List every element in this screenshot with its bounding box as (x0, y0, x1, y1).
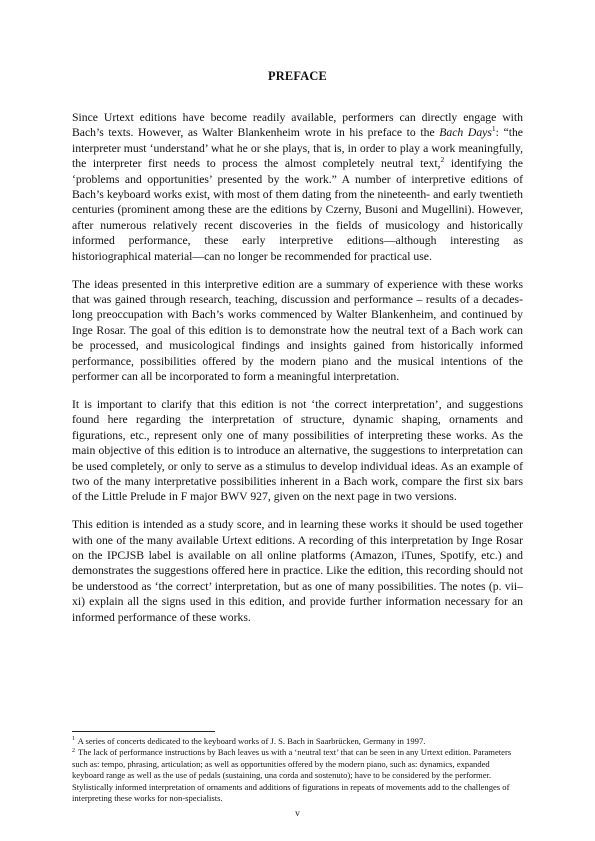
page-title: PREFACE (268, 69, 327, 83)
footnote-1 (72, 736, 523, 747)
paragraph-3: It is important to clarify that this edition is not ‘the correct interpretation’, and suggestions found here regarding the interpretation of structure, dynamic shaping, ornaments and figurations, etc., represent only one of many possibilities of interpreting these works. As the main objective of this edition is to introduce an alternative, the suggestions to interpretation can be used completely, or only to serve as a stimulus to develop individual ideas. As an example of two of the many interpretative possibilities inherent in a Bach work, compare the first six bars of the Little Prelude in F major BWV 927, given on the next page in two versions. (72, 397, 523, 504)
footnote-1-mark: 1 (72, 736, 75, 743)
document-page (72, 0, 523, 841)
footnote-divider (72, 731, 215, 732)
paragraph-1-part-b: : “the interpreter must ‘understand’ what he or she plays, that is, in order to play a work meaningfully, the interpreter first needs to process the almost completely neutral text, (72, 126, 523, 171)
footnotes (72, 736, 523, 804)
paragraph-1-part-a: Since Urtext editions have become readily available, performers can directly engage with Bach’s texts. However, as Walter Blankenheim wrote in his preface to the (72, 111, 523, 140)
bach-days-title: Bach Days (439, 126, 492, 140)
footnote-1-text: A series of concerts dedicated to the keyboard works of J. S. Bach in Saarbrücken, Germany in 1997. (76, 736, 426, 746)
body-text (72, 110, 523, 638)
paragraph-1-part-c: identifying the ‘problems and opportunities’ presented by the work.” A number of interpretive editions of Bach’s keyboard works exist, with most of them dating from the nineteenth- and early twentieth centuries (prominent among these are the editions by Czerny, Busoni and Mugellini). However, after numerous relatively recent discoveries in the fields of musicology and historically informed performance, these early interpretive editions—although interesting as historiographical material—can no longer be recommended for practical use. (72, 157, 523, 263)
page-number: v (295, 809, 300, 819)
paragraph-4: This edition is intended as a study score, and in learning these works it should be used together with one of the many available Urtext editions. A recording of this interpretation by Inge Rosar on the IPCJSB label is available on all online platforms (Amazon, iTunes, Spotify, etc.) and demonstrates the suggestions offered here in practice. Like the edition, this recording should not be understood as ‘the correct’ interpretation, but as one of many possibilities. The notes (p. vii–xi) explain all the signs used in this edition, and provide further information necessary for an informed performance of these works. (72, 518, 523, 624)
footnote-2-mark: 2 (72, 747, 75, 754)
paragraph-1 (72, 110, 523, 264)
footnote-2 (72, 747, 523, 804)
paragraph-2: The ideas presented in this interpretive edition are a summary of experience with these works that was gained through research, teaching, discussion and performance – results of a decades-long preoccupation with Bach’s works commenced by Walter Blankenheim, and continued by Inge Rosar. The goal of this edition is to demonstrate how the neutral text of a Bach work can be processed, and musicological findings and insights gained from historically informed performance, possibilities offered by the modern piano and the musical intentions of the performer can all be incorporated to form a meaningful interpretation. (72, 277, 523, 383)
footnote-ref-1[interactable]: 1 (491, 124, 496, 134)
footnote-2-text: The lack of performance instructions by Bach leaves us with a ‘neutral text’ that can be seen in any Urtext edition. Parameters such as: tempo, phrasing, articulation; as well as opportunities offered by the modern piano, such as: dynamics, expanded keyboard range as well as the use of pedals (sustaining, una corda and sostenuto); have to be considered by the performer. Stylistically informed interpretation of ornaments and additions of figurations in repeats of movements add to the challenges of interpreting these works for non-specialists. (72, 747, 512, 804)
footnote-ref-2[interactable]: 2 (440, 155, 445, 165)
